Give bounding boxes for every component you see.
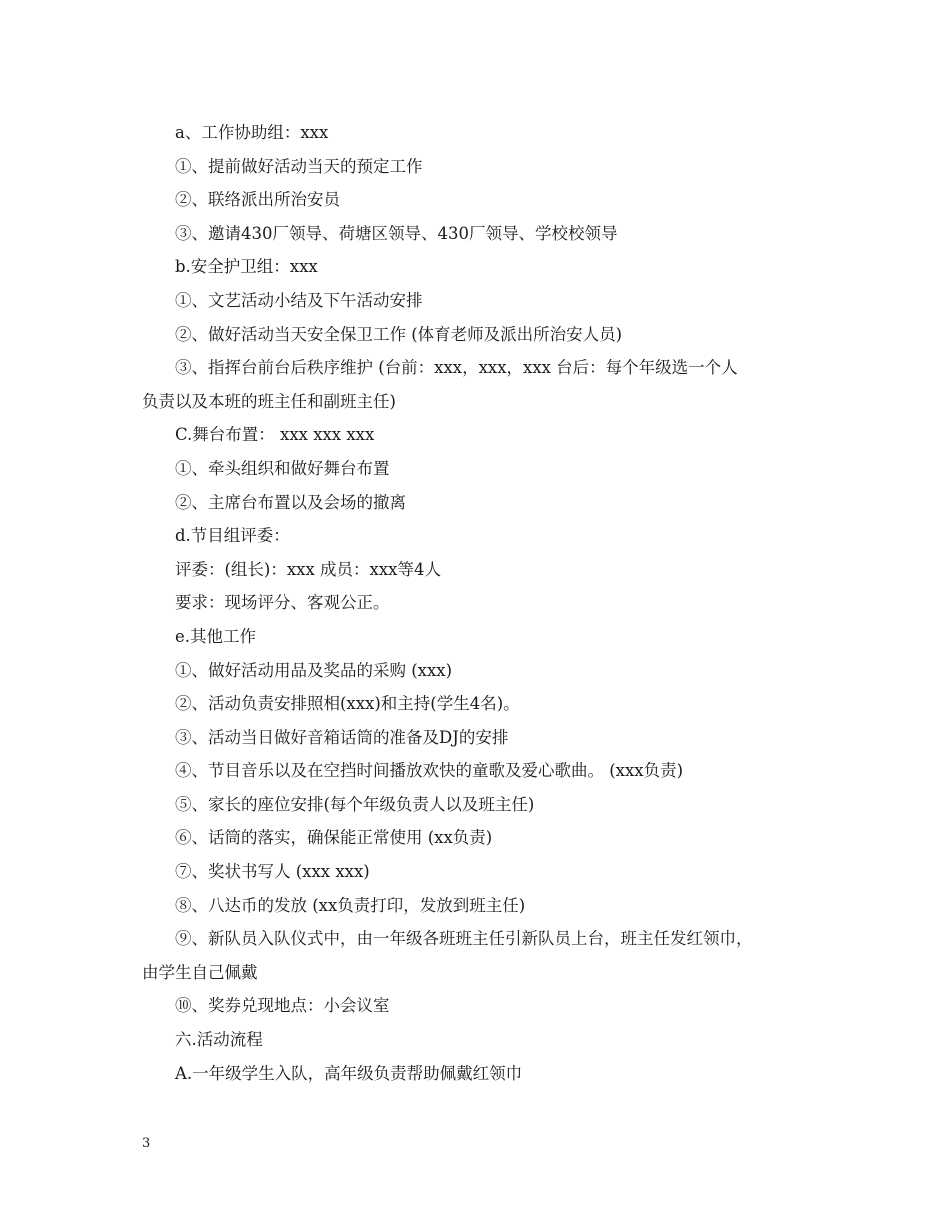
text-line: ⑥、话筒的落实，确保能正常使用 (xx负责) [175, 828, 493, 848]
document-body [142, 116, 814, 1090]
text-line: ②、主席台布置以及会场的撤离 [175, 492, 406, 512]
text-line: ③、活动当日做好音箱话筒的准备及DJ的安排 [175, 727, 509, 747]
text-line: A.一年级学生入队，高年级负责帮助佩戴红领巾 [175, 1063, 523, 1083]
text-line: 由学生自己佩戴 [142, 962, 258, 982]
text-line: 负责以及本班的班主任和副班主任) [142, 391, 396, 411]
text-line: d.节目组评委： [175, 526, 290, 546]
text-line: ④、节目音乐以及在空挡时间播放欢快的童歌及爱心歌曲。 (xxx负责) [175, 761, 684, 781]
text-line: 六.活动流程 [175, 1030, 263, 1050]
text-line: ⑤、家长的座位安排(每个年级负责人以及班主任) [175, 794, 535, 814]
text-line: 评委：(组长)：xxx 成员：xxx等4人 [175, 559, 441, 579]
text-line: ③、指挥台前台后秩序维护 (台前：xxx，xxx，xxx 台后：每个年级选一个人 [175, 358, 738, 378]
text-line: ③、邀请430厂领导、荷塘区领导、430厂领导、学校校领导 [175, 223, 618, 243]
text-line: ②、活动负责安排照相(xxx)和主持(学生4名)。 [175, 694, 520, 714]
page-number: 3 [142, 1136, 151, 1151]
text-line: ②、联络派出所治安员 [175, 190, 340, 210]
text-line: 要求：现场评分、客观公正。 [175, 593, 390, 613]
text-line: ⑩、奖券兑现地点：小会议室 [175, 996, 390, 1016]
text-line: ①、做好活动用品及奖品的采购 (xxx) [175, 660, 453, 680]
text-line: C.舞台布置： xxx xxx xxx [175, 425, 375, 445]
text-line: ①、牵头组织和做好舞台布置 [175, 458, 390, 478]
text-line: ①、文艺活动小结及下午活动安排 [175, 290, 423, 310]
text-line: a、工作协助组：xxx [175, 123, 329, 142]
text-line: ①、提前做好活动当天的预定工作 [175, 156, 423, 176]
text-line: ②、做好活动当天安全保卫工作 (体育老师及派出所治安人员) [175, 324, 623, 344]
text-line: ⑦、奖状书写人 (xxx xxx) [175, 862, 370, 882]
text-line: ⑧、八达币的发放 (xx负责打印，发放到班主任) [175, 895, 526, 915]
text-line: ⑨、新队员入队仪式中，由一年级各班班主任引新队员上台，班主任发红领巾， [175, 929, 753, 949]
text-line: e.其他工作 [175, 626, 257, 646]
text-line: b.安全护卫组：xxx [175, 257, 318, 277]
